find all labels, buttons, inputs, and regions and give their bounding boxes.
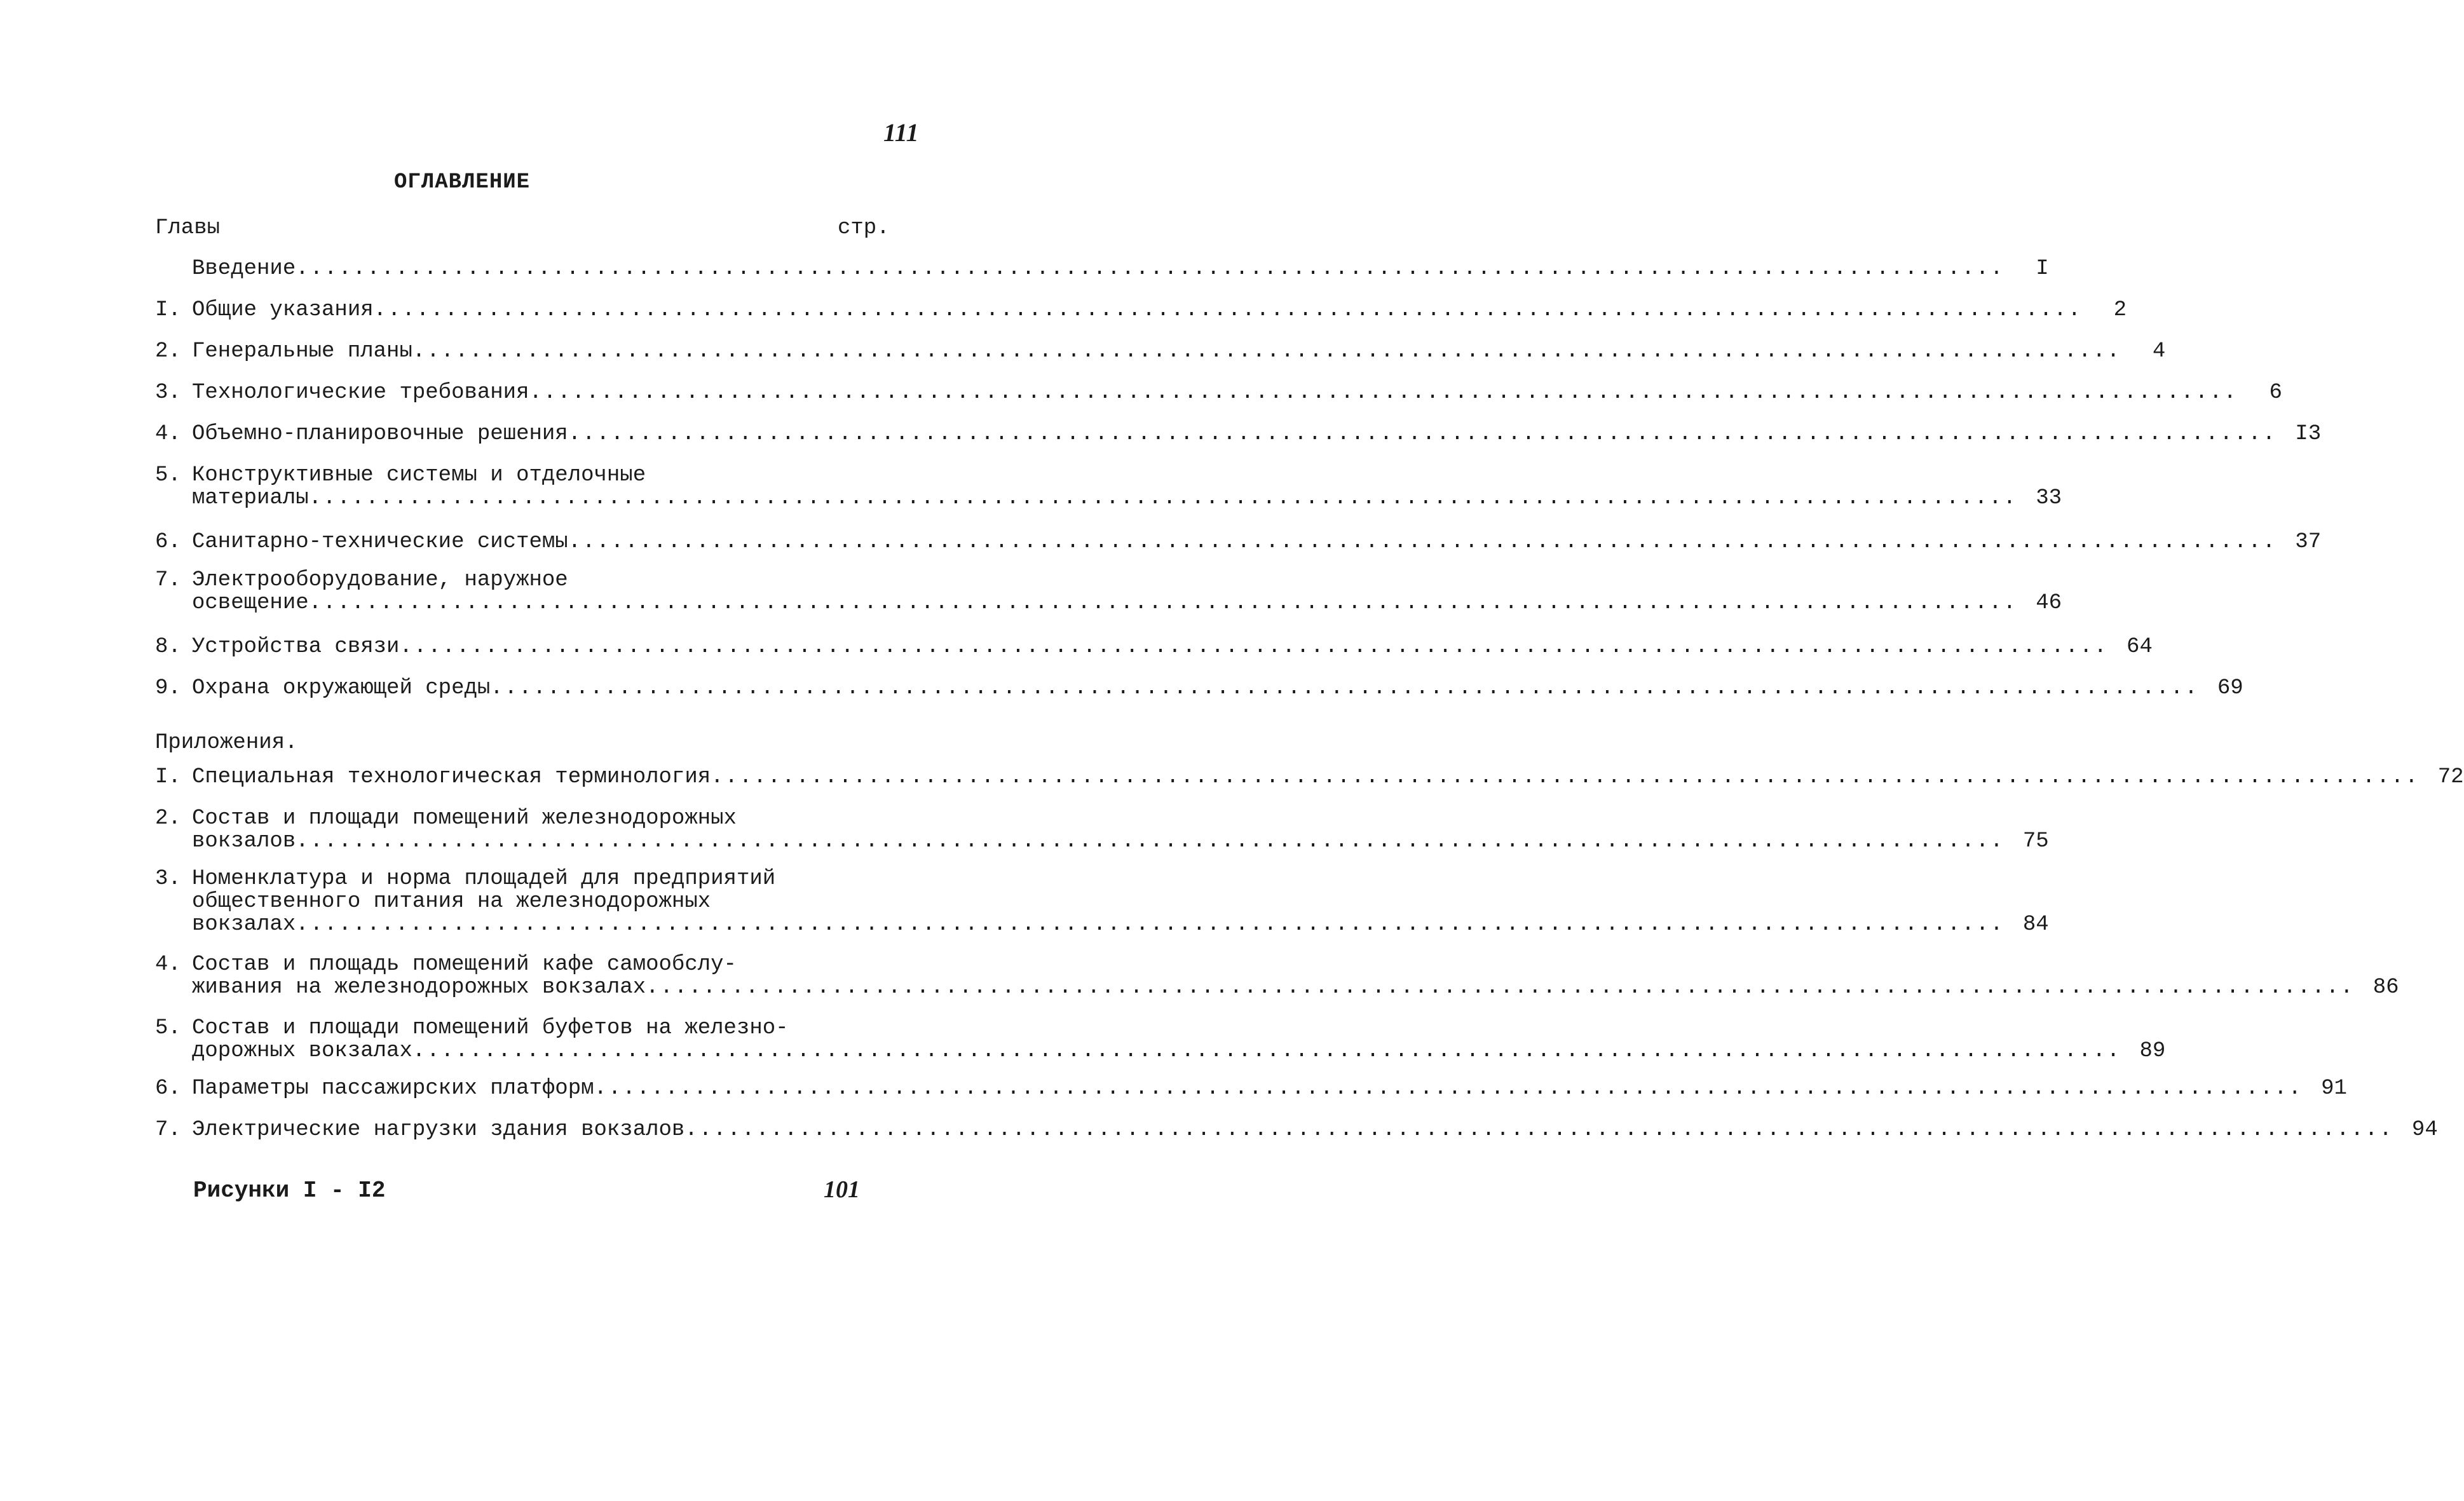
toc-entry <box>155 765 2464 789</box>
toc-entry <box>155 381 2282 405</box>
toc-entry-line: Состав и площадь помещений кафе самообслу- <box>192 953 737 977</box>
dot-leader: ........................................................................................................................ <box>594 1077 2303 1101</box>
toc-entry-title <box>192 1017 2121 1063</box>
toc-entry-line: Состав и площади помещений буфетов на железно- <box>192 1016 789 1040</box>
dot-leader: ........................................................................................................................ <box>373 298 2083 322</box>
toc-entry <box>155 298 2127 322</box>
toc-entry-number: 7. <box>155 1118 181 1142</box>
toc-entry-line: Электрические нагрузки здания вокзалов <box>192 1118 685 1142</box>
toc-entry-page: 37 <box>2295 530 2322 554</box>
toc-entry-title <box>192 1118 2393 1141</box>
dot-leader: ........................................................................................................................ <box>308 486 2018 510</box>
toc-entry <box>155 257 2049 281</box>
chapters-header: Главы <box>155 216 221 240</box>
toc-entry-line: Введение <box>192 257 296 281</box>
toc-entry <box>155 676 2243 700</box>
toc-entry-title <box>192 569 2017 615</box>
toc-entry <box>155 953 2399 1000</box>
toc-entry <box>155 867 2049 937</box>
toc-entry-number: I. <box>155 298 181 322</box>
toc-entry-line: Специальная технологическая терминология <box>192 765 711 789</box>
toc-entry <box>155 1118 2438 1142</box>
dot-leader: ........................................................................................................................ <box>412 339 2121 363</box>
toc-entry-line: живания на железнодорожных вокзалах <box>192 975 646 1000</box>
toc-entry-title <box>192 807 2005 853</box>
dot-leader: ........................................................................................................................ <box>308 591 2018 615</box>
toc-entry-line: Номенклатура и норма площадей для предприятий <box>192 867 776 891</box>
toc-entry-line: Генеральные планы <box>192 339 412 363</box>
toc-entry-page: 91 <box>2321 1077 2347 1101</box>
toc-entry-title <box>192 299 2082 322</box>
dot-leader: ........................................................................................................................ <box>296 913 2005 937</box>
dot-leader: ........................................................................................................................ <box>296 257 2005 281</box>
toc-entry <box>155 635 2153 659</box>
toc-entry-number: 9. <box>155 676 181 700</box>
toc-entry-number: 5. <box>155 1016 181 1040</box>
toc-entry-title <box>192 531 2277 554</box>
appendix-header: Приложения. <box>155 731 298 755</box>
dot-leader: ........................................................................................................................ <box>646 975 2355 1000</box>
dot-leader: ........................................................................................................................ <box>684 1118 2393 1142</box>
toc-entry-line: Устройства связи <box>192 635 400 659</box>
toc-entry-number: 5. <box>155 463 181 487</box>
toc-entry-title <box>192 423 2277 445</box>
toc-entry-title <box>192 766 2420 789</box>
toc-entry-page: I3 <box>2295 422 2322 446</box>
toc-entry-line: материалы <box>192 486 309 510</box>
toc-entry-page: 2 <box>2113 298 2127 322</box>
dot-leader: ........................................................................................................................ <box>711 765 2420 789</box>
toc-entry <box>155 568 2062 615</box>
toc-entry-title <box>192 381 2238 404</box>
toc-entry <box>155 530 2322 554</box>
toc-entry-line: Параметры пассажирских платформ <box>192 1077 594 1101</box>
page-column-header: стр. <box>838 216 890 240</box>
page-title: ОГЛАВЛЕНИЕ <box>394 170 531 194</box>
toc-entry-number: 4. <box>155 953 181 977</box>
toc-entry-page: 72 <box>2437 765 2464 789</box>
dot-leader: ........................................................................................................................ <box>296 829 2005 853</box>
toc-entry-page: 33 <box>2036 486 2062 510</box>
toc-entry-page: 46 <box>2036 591 2062 615</box>
toc-entry-line: Состав и площади помещений железнодорожных <box>192 806 737 831</box>
toc-entry-page: 64 <box>2127 635 2153 659</box>
toc-entry-number: 2. <box>155 339 181 363</box>
toc-entry-number: 3. <box>155 867 181 891</box>
toc-entry-page: 6 <box>2269 381 2282 405</box>
toc-entry-title <box>192 464 2017 510</box>
toc-entry-number: 6. <box>155 1077 181 1101</box>
toc-entry-title <box>192 953 2355 999</box>
dot-leader: ........................................................................................................................ <box>529 381 2238 405</box>
toc-entry-number: 7. <box>155 568 181 592</box>
toc-entry-number: 8. <box>155 635 181 659</box>
toc-entry-page: 4 <box>2152 339 2166 363</box>
toc-entry-page: 84 <box>2022 913 2049 937</box>
toc-entry-title <box>192 1077 2303 1100</box>
toc-entry-title <box>192 677 2199 700</box>
toc-entry-line: вокзалах <box>192 913 296 937</box>
figures-label: Рисунки I - I2 <box>193 1178 386 1204</box>
toc-entry-number: I. <box>155 765 181 789</box>
toc-entry-title <box>192 257 2005 280</box>
toc-entry-line: Конструктивные системы и отделочные <box>192 463 646 487</box>
toc-entry <box>155 1016 2166 1063</box>
toc-entry-page: 89 <box>2139 1039 2166 1063</box>
figures-page: 101 <box>824 1176 860 1203</box>
toc-entry <box>155 806 2049 853</box>
dot-leader: ........................................................................................................................ <box>568 422 2277 446</box>
toc-entry-line: Общие указания <box>192 298 374 322</box>
toc-entry-line: Охрана окружающей среды <box>192 676 491 700</box>
toc-entry-page: 94 <box>2411 1118 2438 1142</box>
toc-entry <box>155 1077 2347 1101</box>
toc-entry-page: 69 <box>2217 676 2243 700</box>
page-number: 111 <box>883 118 919 147</box>
toc-entry-line: Электрооборудование, наружное <box>192 568 568 592</box>
toc-entry-page: 75 <box>2022 829 2049 853</box>
toc-entry <box>155 463 2062 510</box>
dot-leader: ........................................................................................................................ <box>568 530 2277 554</box>
toc-entry-number: 6. <box>155 530 181 554</box>
toc-entry <box>155 339 2166 363</box>
toc-entry-title <box>192 635 2108 658</box>
toc-entry-number: 3. <box>155 381 181 405</box>
toc-entry <box>155 422 2322 446</box>
dot-leader: ........................................................................................................................ <box>412 1039 2121 1063</box>
toc-entry-line: освещение <box>192 591 309 615</box>
toc-entry-line: вокзалов <box>192 829 296 853</box>
dot-leader: ........................................................................................................................ <box>490 676 2199 700</box>
dot-leader: ........................................................................................................................ <box>399 635 2108 659</box>
toc-entry-line: Технологические требования <box>192 381 529 405</box>
toc-entry-number <box>155 257 192 280</box>
toc-entry-number: 2. <box>155 806 181 831</box>
toc-entry-number: 4. <box>155 422 181 446</box>
toc-entry-line: дорожных вокзалах <box>192 1039 412 1063</box>
toc-entry-page: 86 <box>2372 975 2399 1000</box>
toc-entry-line: Объемно-планировочные решения <box>192 422 568 446</box>
toc-entry-page: I <box>2036 257 2049 281</box>
toc-entry-line: Санитарно-технические системы <box>192 530 568 554</box>
toc-entry-line: общественного питания на железнодорожных <box>192 890 711 914</box>
toc-entry-title <box>192 340 2121 363</box>
toc-entry-title <box>192 867 2005 936</box>
